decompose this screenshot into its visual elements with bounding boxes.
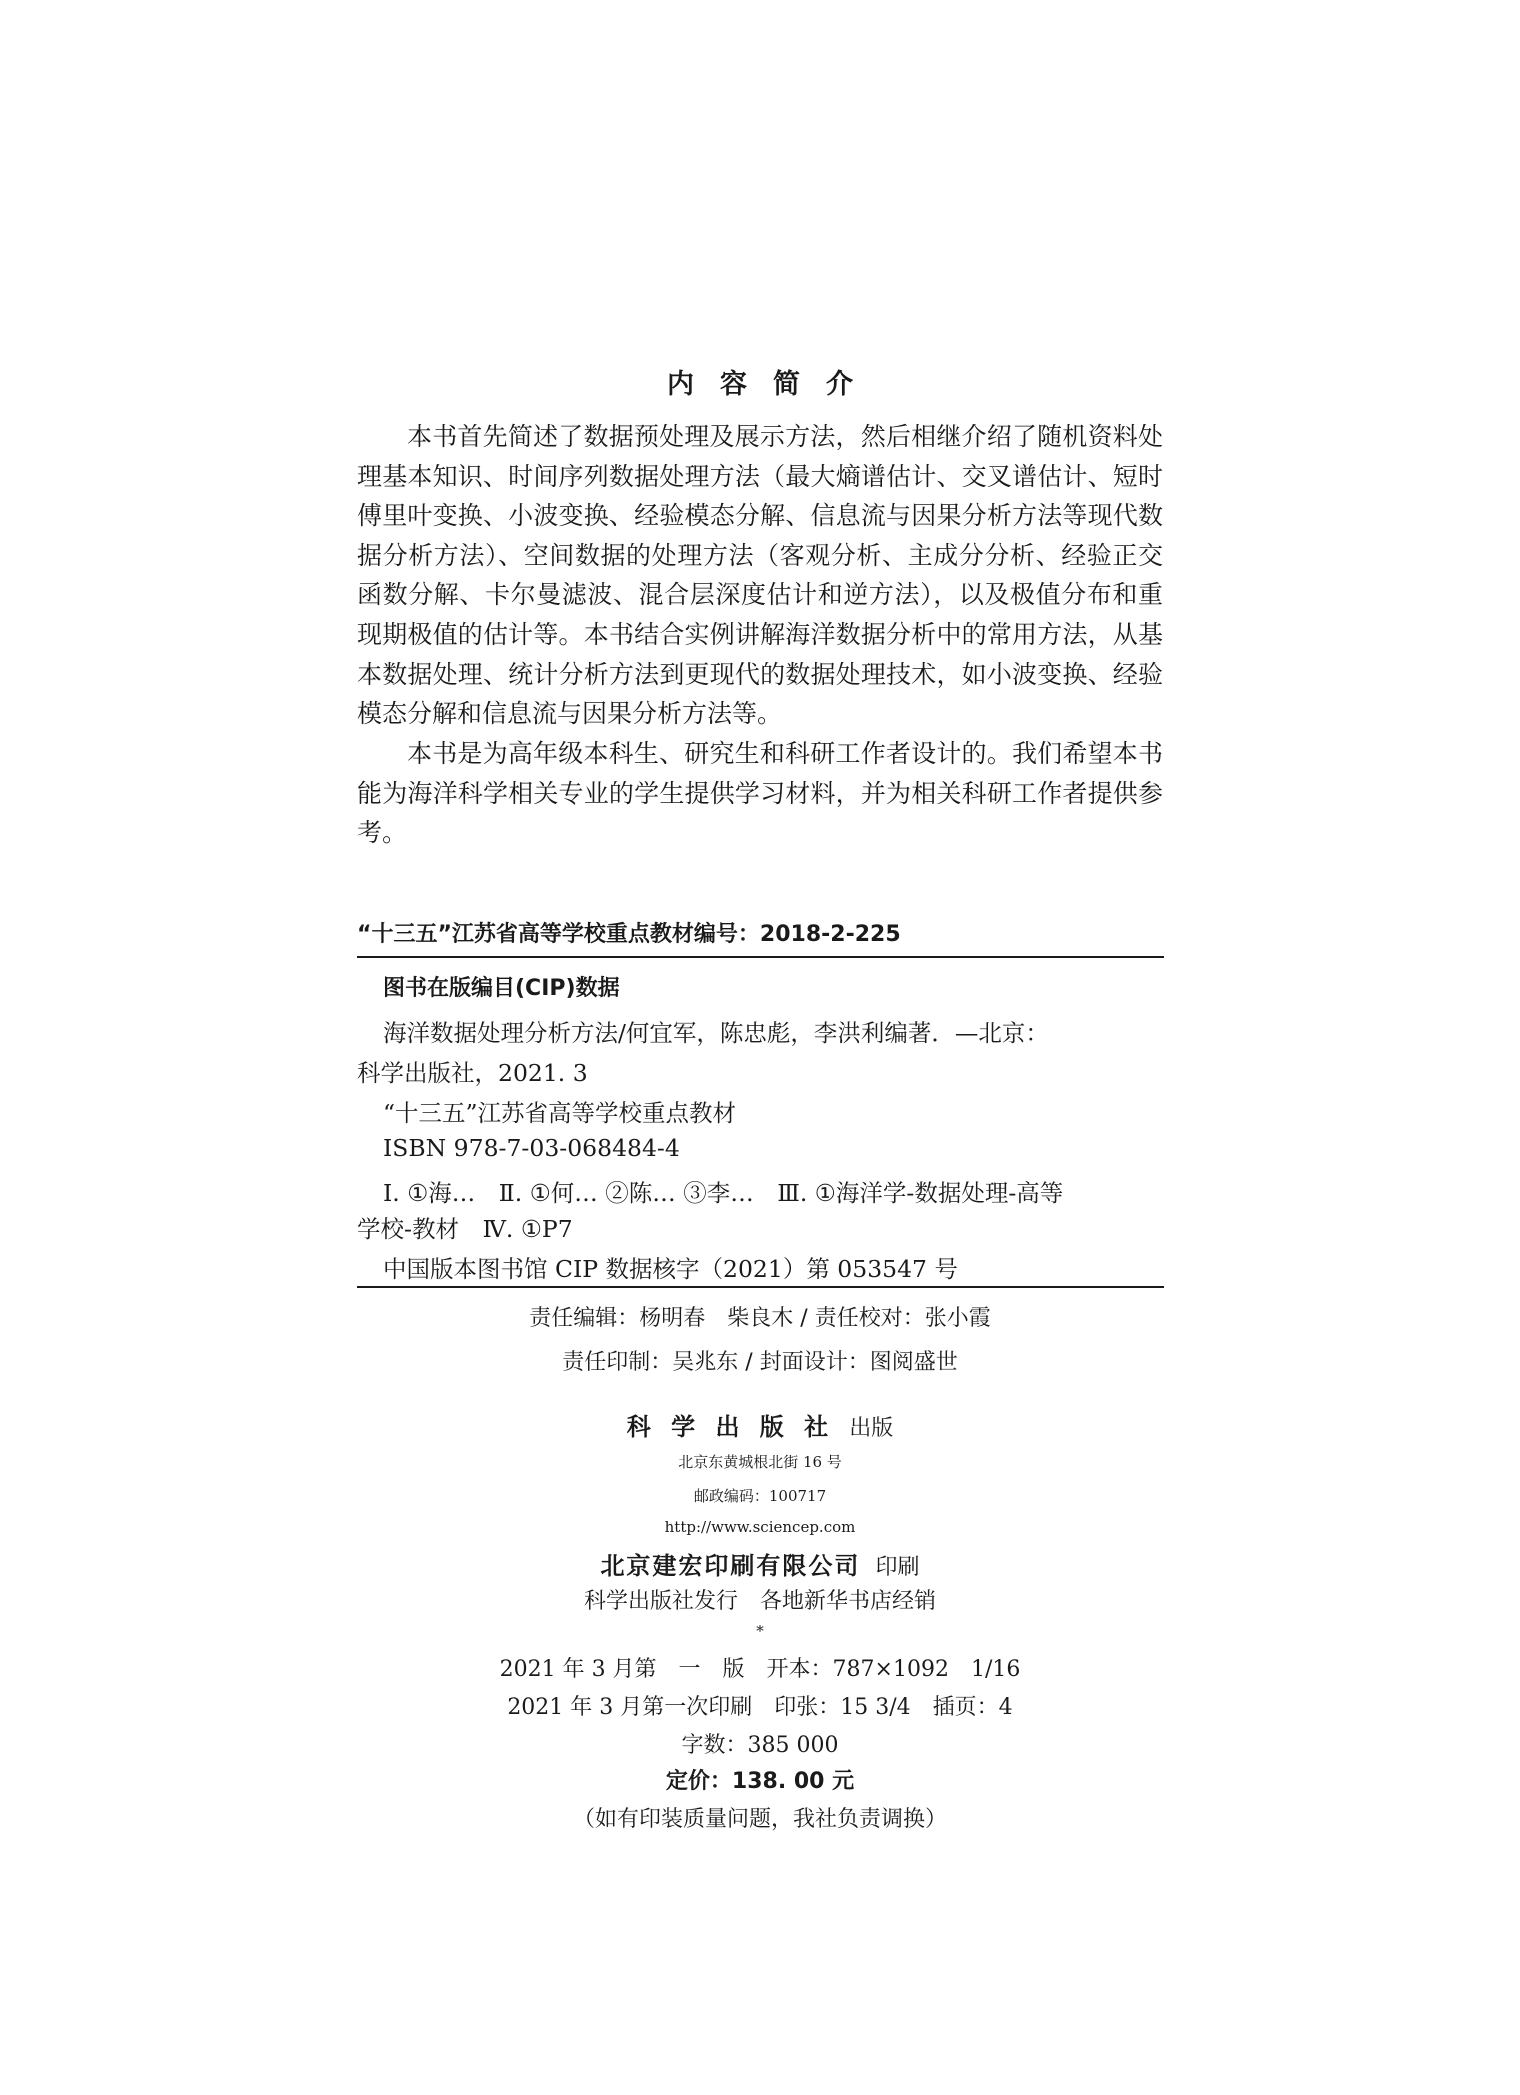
cip-top-rule — [357, 956, 1164, 958]
cip-bottom-rule — [357, 1286, 1164, 1288]
intro-paragraph-1: 本书首先简述了数据预处理及展示方法，然后相继介绍了随机资料处理基本知识、时间序列数据处理方法（最大熵谱估计、交叉谱估计、短时傅里叶变换、小波变换、经验模态分解、信息流与因果分析方法等现代数据分析方法）、空间数据的处理方法（客观分析、主成分分析、经验正交函数分解、卡尔曼滤波、混合层深度估计和逆方法），以及极值分布和重现期极值的估计等。本书结合实例讲解海洋数据分析中的常用方法，从基本数据处理、统计分析方法到更现代的数据处理技术，如小波变换、经验模态分解和信息流与因果分析方法等。 — [357, 422, 1163, 729]
publisher-action: 出版 — [849, 1416, 894, 1441]
cip-classification-line-2: 学校-教材 Ⅳ. ①P7 — [357, 1215, 573, 1243]
publisher-url: http://www.sciencep.com — [664, 1518, 856, 1536]
cip-isbn-line: ISBN 978-7-03-068484-4 — [383, 1134, 680, 1162]
key-textbook-number: “十三五”江苏省高等学校重点教材编号：2018-2-225 — [357, 922, 901, 947]
cip-classification-line: Ⅰ. ①海… Ⅱ. ①何… ②陈… ③李… Ⅲ. ①海洋学-数据处理-高等 — [383, 1179, 1064, 1207]
printer-line — [0, 1546, 1520, 1581]
word-count: 字数：385 000 — [681, 1733, 839, 1758]
printing-line: 2021 年 3 月第一次印刷 印张：15 3/4 插页：4 — [507, 1695, 1013, 1720]
edition-line: 2021 年 3 月第 一 版 开本：787×1092 1/16 — [499, 1657, 1021, 1682]
cip-title-line: 海洋数据处理分析方法/何宜军，陈忠彪，李洪利编著．—北京： — [383, 1019, 1049, 1047]
publisher-address: 北京东黄城根北街 16 号 — [678, 1453, 842, 1471]
editor-credits: 责任编辑：杨明春 柴良木 / 责任校对：张小霞 — [529, 1306, 991, 1331]
cip-series-line: “十三五”江苏省高等学校重点教材 — [383, 1099, 737, 1127]
quality-note: （如有印装质量问题，我社负责调换） — [572, 1807, 947, 1832]
publisher-line — [0, 1407, 1520, 1442]
price: 定价：138. 00 元 — [665, 1769, 855, 1794]
cip-heading: 图书在版编目(CIP)数据 — [383, 976, 620, 1001]
intro-title: 内容简介 — [667, 369, 879, 400]
printer-name: 北京建宏印刷有限公司 — [600, 1552, 861, 1580]
publisher-postcode: 邮政编码：100717 — [693, 1487, 827, 1505]
separator-asterisk: * — [756, 1622, 764, 1640]
cip-record-number: 中国版本图书馆 CIP 数据核字（2021）第 053547 号 — [383, 1255, 958, 1283]
printer-action: 印刷 — [875, 1555, 920, 1580]
printing-credits: 责任印制：吴兆东 / 封面设计：图阅盛世 — [562, 1350, 958, 1375]
cip-publisher-line: 科学出版社，2021. 3 — [357, 1059, 588, 1087]
distribution-line: 科学出版社发行 各地新华书店经销 — [583, 1589, 936, 1614]
intro-paragraph-2: 本书是为高年级本科生、研究生和科研工作者设计的。我们希望本书能为海洋科学相关专业的学生提供学习材料，并为相关科研工作者提供参考。 — [357, 739, 1163, 848]
publisher-name: 科 学 出 版 社 — [626, 1413, 835, 1441]
